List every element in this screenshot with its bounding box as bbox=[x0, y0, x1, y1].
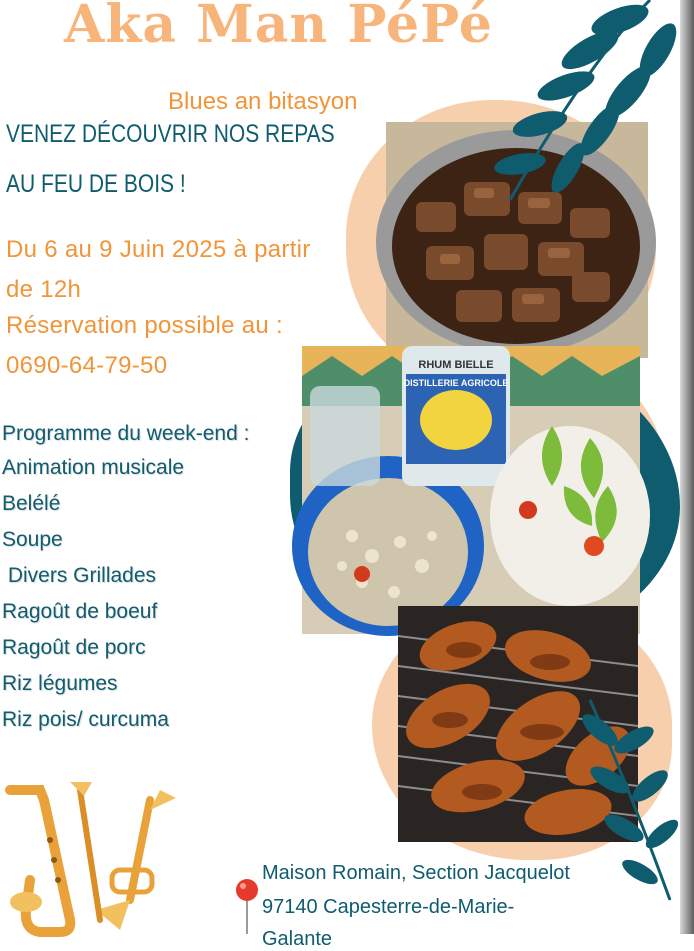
bottle-brand-label: RHUM BIELLE bbox=[418, 359, 494, 371]
leaf-branch-icon bbox=[470, 0, 680, 220]
programme-item: Divers Grillades bbox=[2, 564, 157, 587]
address-line-3: Galante bbox=[262, 928, 333, 950]
leaf-branch-icon bbox=[570, 700, 680, 900]
dates-line-1: Du 6 au 9 Juin 2025 à partir bbox=[6, 236, 311, 263]
reservation-label: Réservation possible au : bbox=[6, 312, 283, 339]
event-title: Aka Man PéPé bbox=[64, 0, 493, 55]
trumpet-icon bbox=[96, 790, 176, 930]
map-pin-icon bbox=[234, 878, 260, 934]
headline-line-1: VENEZ DÉCOUVRIR NOS REPAS bbox=[6, 120, 335, 148]
headline-line-2: AU FEU DE BOIS ! bbox=[6, 170, 186, 198]
address-line-2: 97140 Capesterre-de-Marie- bbox=[262, 896, 515, 918]
programme-item: Riz pois/ curcuma bbox=[2, 708, 169, 731]
programme-item: Ragoût de boeuf bbox=[2, 600, 158, 623]
programme-title: Programme du week-end : bbox=[2, 422, 250, 445]
page-edge-shadow bbox=[680, 0, 694, 934]
dates-line-2: de 12h bbox=[6, 276, 82, 303]
reservation-phone: 0690-64-79-50 bbox=[6, 352, 168, 379]
event-subtitle: Blues an bitasyon bbox=[168, 88, 358, 115]
programme-item: Ragoût de porc bbox=[2, 636, 146, 659]
soup-rum-photo bbox=[302, 346, 640, 634]
trumpet-icon bbox=[70, 782, 100, 920]
programme-item: Belélé bbox=[2, 492, 61, 515]
address-line-1: Maison Romain, Section Jacquelot bbox=[262, 862, 570, 884]
programme-item: Animation musicale bbox=[2, 456, 185, 479]
programme-item: Riz légumes bbox=[2, 672, 118, 695]
instruments-illustration bbox=[0, 770, 200, 934]
saxophone-icon bbox=[10, 790, 70, 932]
bottle-distillery-label: DISTILLERIE AGRICOLE bbox=[403, 378, 509, 388]
programme-item: Soupe bbox=[2, 528, 63, 551]
